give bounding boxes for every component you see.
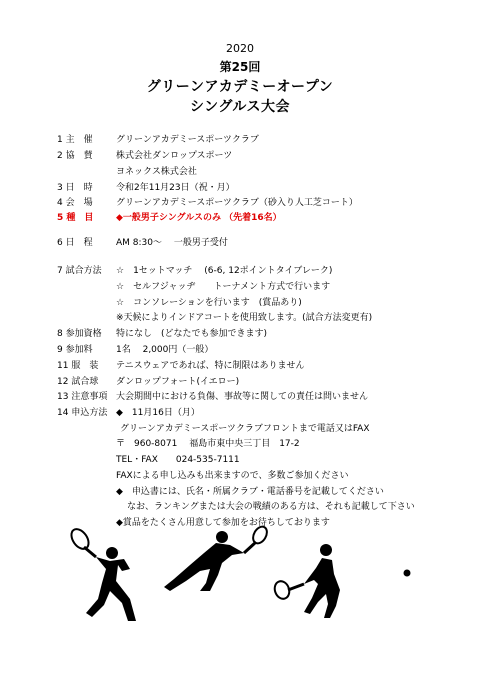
apply-row-4: [0, 453, 480, 467]
host-row: [0, 133, 480, 147]
method-row: [0, 264, 480, 278]
apply-row-5: [0, 469, 480, 483]
date-label: 3 日 時: [57, 183, 93, 193]
venue-label: 4 会 場: [57, 198, 93, 208]
sponsor-value-1: 株式会社ダンロップスポーツ: [116, 151, 233, 161]
event-label: 5 種 目: [57, 213, 94, 223]
venue-value: グリーンアカデミースポーツクラブ（砂入り人工芝コート）: [116, 198, 358, 208]
venue-row: [0, 196, 480, 210]
host-value: グリーンアカデミースポーツクラブ: [116, 135, 259, 145]
schedule-row: [0, 236, 480, 250]
schedule-label: 6 日 程: [57, 238, 93, 248]
apply-row-7: [0, 500, 480, 514]
title-edition: 第25回: [219, 60, 261, 74]
host-label: 1 主 催: [57, 135, 93, 145]
event-value: ◆一般男子シングルスのみ （先着16名）: [116, 213, 282, 223]
fee-label: 9 参加料: [57, 345, 93, 355]
apply-line-3: 〒 960-8071 福島市東中央三丁目 17-2: [116, 439, 300, 449]
apply-line-5: FAXによる申し込みも出来ますので、多数ご参加ください: [116, 471, 349, 481]
event-row: [0, 211, 480, 225]
method-row-2: [0, 280, 480, 294]
method-line-4: ※天候によりインドアコートを使用致します。(試合方法変更有): [116, 313, 373, 323]
tennis-player-silhouette-3: [270, 540, 355, 620]
note-label: 13 注意事項: [57, 392, 108, 402]
apply-row-3: [0, 437, 480, 451]
note-value: 大会期間中における負傷、事故等に関しての責任は問いません: [116, 392, 369, 402]
ball-value: ダンロップフォート(イエロー): [116, 377, 240, 387]
ball-row: [0, 375, 480, 389]
title-name: グリーンアカデミーオープン: [146, 79, 334, 95]
apply-row-2: [0, 422, 480, 436]
apply-line-7: なお、ランキングまたは大会の戦績のある方は、それも記載して下さい: [127, 502, 415, 512]
tennis-player-silhouette-1: [70, 525, 165, 625]
title-year: 2020: [226, 42, 254, 55]
apply-line-8: ◆賞品をたくさん用意して参加をお待ちしております: [116, 518, 330, 528]
title-sub: シングルス大会: [189, 99, 291, 115]
dress-value: テニスウェアであれば、特に制限はありません: [116, 361, 305, 371]
apply-line-6: ◆ 申込書には、氏名・所属クラブ・電話番号を記載してください: [116, 487, 384, 497]
qual-label: 8 参加資格: [57, 329, 102, 339]
fee-row: [0, 343, 480, 357]
schedule-value: AM 8:30～ 一般男子受付: [116, 238, 228, 248]
method-row-4: [0, 311, 480, 325]
tennis-ball-icon: [402, 568, 412, 578]
sponsor-row: [0, 149, 480, 163]
apply-row: [0, 406, 480, 420]
sponsor-label: 2 協 賛: [57, 151, 93, 161]
method-line-2: ☆ セルフジャッヂ トーナメント方式で行います: [116, 282, 331, 292]
dress-row: [0, 359, 480, 373]
method-line-3: ☆ コンソレーションを行います (賞品あり): [116, 298, 302, 308]
ball-label: 12 試合球: [57, 377, 99, 387]
dress-label: 11 服 装: [57, 361, 99, 371]
method-label: 7 試合方法: [57, 266, 102, 276]
note-row: [0, 390, 480, 404]
sponsor-value-2: ヨネックス株式会社: [116, 167, 197, 177]
method-line-1: ☆ 1セットマッチ (6-6, 12ポイントタイブレーク): [116, 266, 333, 276]
fee-value: 1名 2,000円（一般）: [116, 345, 214, 355]
sponsor-row-2: [0, 165, 480, 179]
tennis-player-silhouette-2: [160, 525, 275, 595]
method-row-3: [0, 296, 480, 310]
apply-line-2: グリーンアカデミースポーツクラブフロントまで電話又はFAX: [120, 424, 370, 434]
qual-row: [0, 327, 480, 341]
date-value: 令和2年11月23日（祝・月）: [116, 183, 235, 193]
apply-label: 14 申込方法: [57, 408, 108, 418]
qual-value: 特になし (どなたでも参加できます): [116, 329, 268, 339]
apply-line-1: ◆ 11月16日（月）: [116, 408, 200, 418]
apply-row-6: [0, 485, 480, 499]
date-row: [0, 181, 480, 195]
apply-line-4: TEL・FAX 024-535-7111: [116, 455, 240, 465]
